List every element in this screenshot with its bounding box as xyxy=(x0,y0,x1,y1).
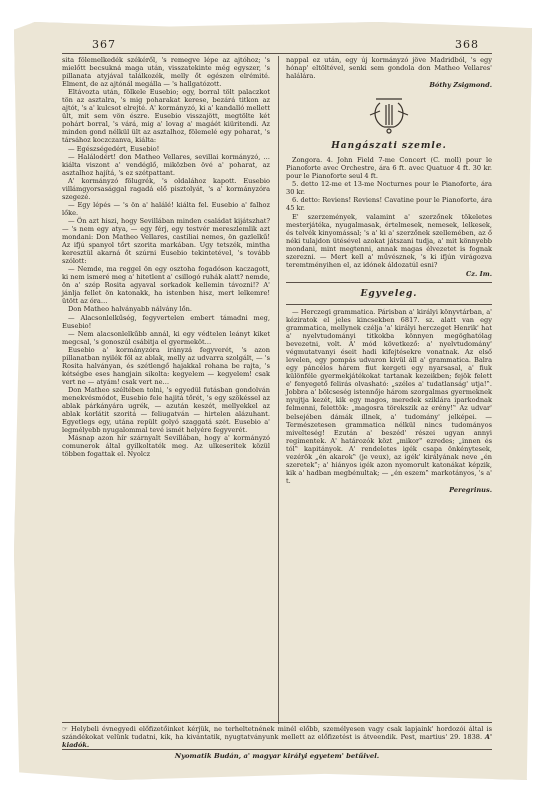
subscription-notice xyxy=(62,725,492,749)
left-paragraph: — Nem alacsonlelkűbb annál, ki egy védtelen leányt kiket megcsal, 's gonoszúl csábitja el gyermeköt… xyxy=(62,329,270,346)
left-paragraph: Eusebio a' kormányzóra irányzá fegyverét, 's azon pillanatban nyilék föl az ablak, melly az udvarra szolgált, — 's Rosita halványan, és szétlengő hajakkal rohana be rajta, 's kétségbe eses hangjain sikolta: kegyelem — kegyelem! csak vert ne — atyám! csak vert ne… xyxy=(62,345,270,386)
left-column xyxy=(62,56,270,458)
pointing-hand-icon: ☞ xyxy=(62,725,71,733)
section-rule xyxy=(286,282,492,283)
left-paragraph: sita fölemelkedék székéről, 's remegve lépe az ajtóhoz; 's mielőtt becsukná maga után, visszatekinte még egyszer, 's pillanata atyjával találkozék, melly őt egészen elrémité. Elment, de az ajtónál megálla — 's hallgatózott. xyxy=(62,56,270,89)
header-rule xyxy=(62,53,492,54)
left-paragraph: — Ön azt hiszi, hogy Sevillában minden családat kijátszhat? — 's nem egy atya, — egy férj, egy testvér mereszlemlik azt mondani: Don Matheo Vellares, castiliai nemes, ön gazlelkű! Az ifjú spanyol tőrt szorita markában. Ugy tetszék, mintha keresztül akarná őt szúrni Eusebio tekintetével, 's tovább szólott: xyxy=(62,216,270,266)
music-paragraph: E' szerzemények, valamint a' szerzőnek tökeletes mesterjátéka, nyugalmasak, értelmesek, nemesek, lelkesek, és telvék kinyomással; 's a' ki a' szerzőnek szellemében, az ő néki tulajdon ütésével azokat játszani tudja, a' mit könnyebb mondani, mint megtenni, annak magas élvezetet is fognak szerezni. — Mert kell a' művésznek, 's ki ifjún virágozva teremtményihen el, az idónek áldozatúl esni? xyxy=(286,212,492,269)
signature-critic: Cz. Im. xyxy=(466,269,492,278)
music-paragraph: 6. detto: Reviens! Reviens! Cavatine pour le Pianoforte, ára 45 kr. xyxy=(286,196,492,213)
imprint-line: Nyomatik Budán, a' magyar királyi egyetem' betűivel. xyxy=(174,752,380,760)
lyre-ornament-icon xyxy=(366,95,412,135)
page-number-left: 367 xyxy=(92,38,116,51)
signature-author: Bóthy Zsigmond. xyxy=(429,81,492,90)
section-title-music: Hangászati szemle. xyxy=(331,141,447,152)
right-column xyxy=(286,56,492,496)
left-paragraph: Másnap azon hír szárnyalt Sevillában, hogy a' kormányzó comunerok által gyilkoltaték meg. Az ulkeseritek közül többen fogattak el. Nyolcz xyxy=(62,434,270,459)
left-paragraph: A' kormányzó fölugrék, 's oldalához kapott. Eusebio villámgyorsasággal ragadá elő pisztolyát, 's a' kormányzóra szegezé. xyxy=(62,176,270,201)
left-paragraph: Don Matheo széltében tolni, 's egyedül futásban gondolván menekvésmódot, Eusebio fele hajitá tőrét, 's egy szökéssel az ablak párkányára ugrék, — azután keszét, mellyekkel az ablak korlátit szoritá — feliugatván — hirtelen alázuhant. Egyetlegs egy, utána repült golyó szaggatá szét. Eusebio a' legmélyebb nyugalommal tevé ismét helyére fegyverét. xyxy=(62,385,270,435)
misc-paragraph: — Herczegi grammatica. Párisban a' királyi könyvtárban, a' kéziratok el jeles kincsekben 6817. sz. alatt van egy grammatica, mellynek czélja 'a' királyi herczeget Henrik' hat a' nyelvtudományi titkokba könnyen megöghatólag bevezetni, volt. A' mód következő: a' nyelvtudomány' végmutatvanyi éseit hadi kifejtésekre vonatnak. Az első levelen, egy pompás udvaron kivül áll a' grammatica. Balra egy páncélos hárem fiut kergeti egy nyarsasal, a' fiuk különféle gyermekjátékokat tartanak kezeikben; fejök felett e' fenyegető felirás olvasható: „széles a' tudatlanság' utja!‟. Jobbra a' bölcseség istennője három szorgalmas gyermeknek nyujtja kezét, kik egy magos, meredek sziklára iparkodnak felmenni, felettök: „magosra törekszik az erény!‟ Az udvar' belsejében dámák illnek, a' tudomány' jelképei. — Természetesen grammatica nélkül nincs tudományos mivelteség! Ezután a' beszéd' részei ugyan annyi regimentek. A' határozók közt „mikor‟ ezredes; „innen és tól‟ kapitányok. A' rendeletes igék csapa önkénytesek, vezérök „én akarok‟ (je veux), az igék' királyának neve „én szeretek‟; a' hiányos igék azon nyomorult katonákat képzik, kik a' hadban megbénultak; — „én eszem‟ markotányos, 's a' t. xyxy=(286,307,492,485)
left-paragraph: — Egy lépés — 's ön a' halálé! kiálta fel. Eusebio a' falhoz lőke. xyxy=(62,200,270,217)
left-paragraph: Eltávozta után, fölkele Eusebio; egy, borral tölt palaczkot tön az asztalra, 's mig poharakat kerese, bezárá titkon az ajtót, 's a' kulcsot elrejté. A' kormányzó, ki a' kandalló mellett ült, mit sem vön észre. Eusebio visszajött, megtölte két pohárt borral, 's várá, mig a' lovag a' magáét kiüritendi. Az minden gond nélkül ült az asztalhoz, fölemelé egy poharat, 's társához koczczanva, kiálta: xyxy=(62,88,270,145)
left-paragraph: Don Matheo halványabb nálvány lőn. xyxy=(68,305,192,314)
section-rule xyxy=(286,304,492,305)
notice-text: Helybeli évnegyedi előfizetőinket kérjük, ne terheltetnének minél előbb, személyesen vagy csak lapjaink' hordozói által is szándékokat velünk tudatni, kik, ha kivántatik, nyugtatványunk mellett az előfizetést is átveendik. Pest, martius' 29. 1838. xyxy=(62,725,492,742)
left-paragraph: — Alacsonlelkűség, fegyvertelen embert támadni meg, Eusebio! xyxy=(62,313,270,330)
page-number-right: 368 xyxy=(455,38,479,51)
signature-peregrinus: Peregrinus. xyxy=(449,485,492,494)
music-paragraph: 5. detto 12-me et 13-me Nocturnes pour le Pianoforte, ára 30 kr. xyxy=(286,180,492,197)
notice-rule xyxy=(62,722,492,723)
column-divider xyxy=(278,56,279,724)
notice-signature: A' kiadók. xyxy=(62,733,492,750)
section-title-misc: Egyveleg. xyxy=(360,288,418,299)
left-paragraph: — Egészségedért, Eusebio! xyxy=(68,144,160,153)
right-paragraph: nappal ez után, egy új kormányzó jöve Madridból, 's egy hónap' eltöltével, senki sem gondola don Matheo Vellares' halálára. xyxy=(286,56,492,81)
imprint-rule xyxy=(62,749,492,750)
music-paragraph: Zongora. 4. John Field 7-me Concert (C. moll) pour le Pianoforte avec Orchestre, ára 6 ft. avec Quatuor 4 ft. 30 kr. pour le Pianoforte seul 4 ft. xyxy=(286,156,492,181)
left-paragraph: — Nemde, ma reggel ön egy osztoha fogadóson kaczagott, ki nem ismeré meg a' hitetlent a' csillogó ruhák alatt? nemde, ön a' szép Rosita agyaval sorkadok kellemin távozni!? A' jánlja fellet ön katonakk, ha istenben hisz, mert lelkemre! ütött az óra… xyxy=(62,265,270,306)
left-paragraph: — Halálodért! don Matheo Vellares, sevillai kormányzó, … kiálta viszont a' vendéglő, miközben övé a' poharat, az asztalhoz hajítá, 's ez szétpattant. xyxy=(62,152,270,177)
